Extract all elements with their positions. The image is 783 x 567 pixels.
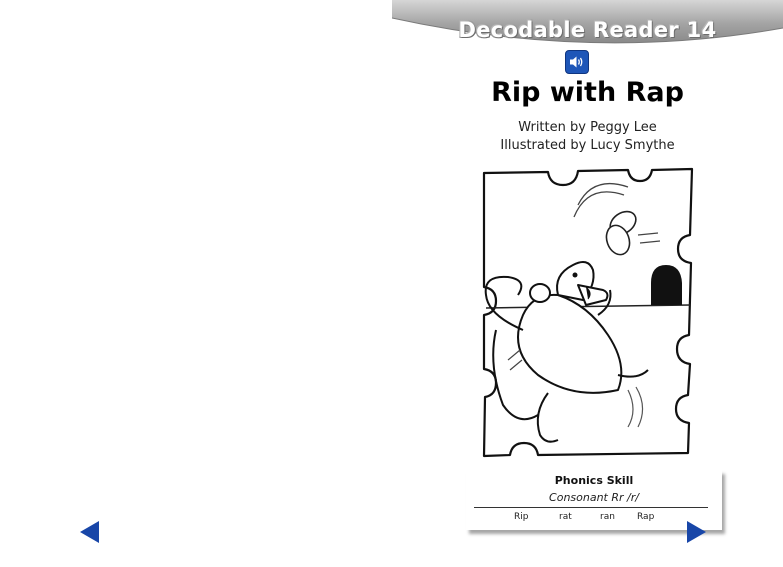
phonics-skill-heading: Phonics Skill [554,474,634,487]
triangle-left-icon [78,520,102,544]
phonics-word: ran [600,512,615,522]
illustrator-credit: Illustrated by Lucy Smythe [500,138,675,153]
author-credit: Written by Peggy Lee [518,120,657,135]
reader-number-title: Decodable Reader 14 [458,18,717,42]
phonics-divider [474,507,708,508]
audio-play-button[interactable] [565,50,589,74]
book-title: Rip with Rap [491,77,684,108]
previous-page-button[interactable] [78,520,102,544]
triangle-right-icon [684,520,708,544]
speaker-icon [569,55,585,69]
phonics-word: rat [559,512,572,522]
phonics-word: Rip [514,512,529,522]
phonics-word: Rap [637,512,655,522]
reader-banner [392,0,783,50]
phonics-skill-name: Consonant Rr /r/ [549,491,639,504]
next-page-button[interactable] [684,520,708,544]
cover-illustration [478,165,698,460]
